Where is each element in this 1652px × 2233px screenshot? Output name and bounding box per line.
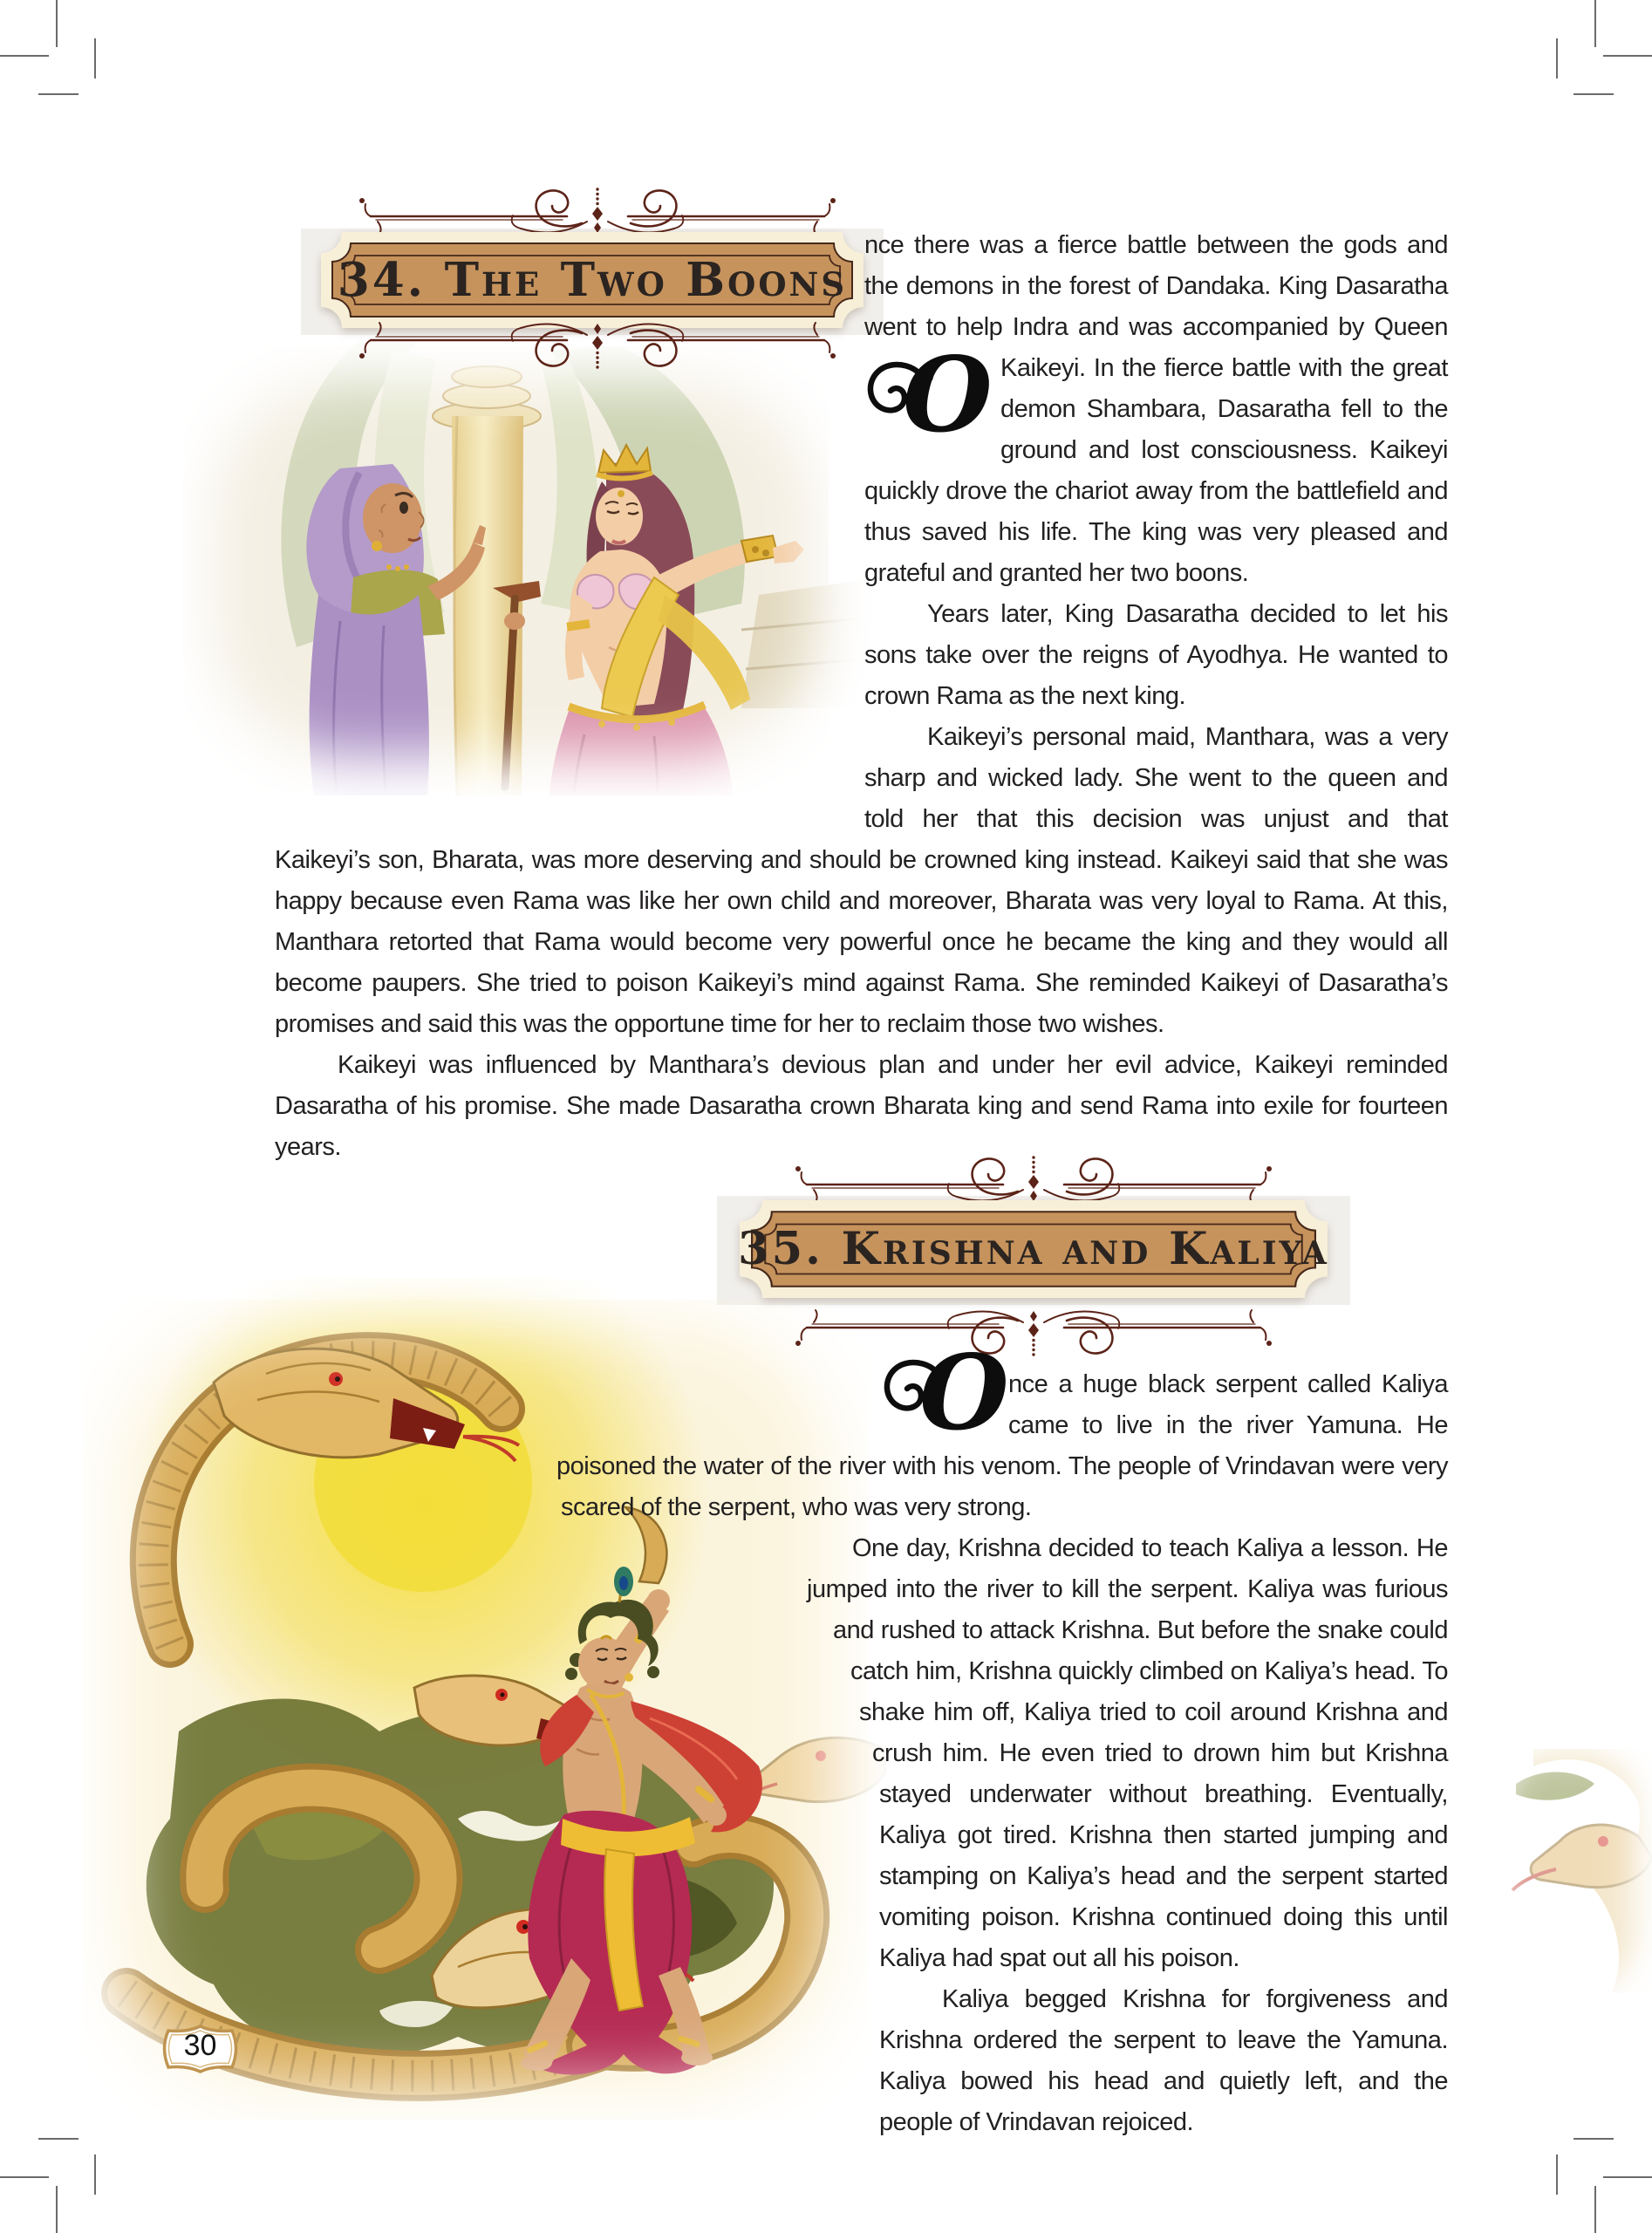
page-number: 30 bbox=[183, 2029, 217, 2062]
story34-title: 34. The Two Boons bbox=[337, 253, 848, 307]
drop-cap bbox=[881, 1332, 1009, 1453]
page-number-badge bbox=[159, 2024, 242, 2074]
crop-mark-top-right bbox=[1539, 0, 1652, 113]
story35-text bbox=[522, 1332, 1448, 2184]
text-wrap-spacer bbox=[275, 366, 864, 820]
drop-cap-letter: O bbox=[903, 334, 993, 455]
paragraph: One day, Krishna decided to teach Kaliya a lesson. He jumped into the river to kill the serpent. Kaliya was furious and rushed to attack Krishna. But before the snake could catch him, Krishna quickly climbed on Kaliya’s head. To shake him off, Kaliya tried to coil around Krishna and crush him. He even tried to drown him but Krishna stayed underwater without breathing. Eventually, Kaliya got tired. Krishna then started jumping and stamping on Kaliya’s head and the serpent started vomiting poison. Krishna continued doing this until Kaliya had spat out all his poison. bbox=[807, 1534, 1448, 1972]
flourish-ornament bbox=[789, 1308, 1278, 1359]
flourish-ornament bbox=[789, 1153, 1278, 1204]
paragraph-text: nce a huge black serpent called Kaliya came to live in the river Yamuna. He poisoned the water of the river with his venom. The people of Vrindavan were very scared of the serpent, who was very strong. bbox=[556, 1370, 1448, 1521]
story34-text bbox=[275, 225, 1448, 1168]
paragraph: Kaliya begged Krishna for forgiveness and Krishna ordered the serpent to leave the Yamuna. Kaliya bowed his head and quietly left, and the people of Vrindavan rejoiced. bbox=[879, 1985, 1448, 2136]
drop-cap bbox=[864, 334, 995, 455]
paragraph: Years later, King Dasaratha decided to let his sons take over the reigns of Ayodhya. He wanted to crown Rama as the next king. bbox=[864, 600, 1448, 710]
paragraph: Kaikeyi was influenced by Manthara’s devious plan and under her evil advice, Kaikeyi reminded Dasaratha of his promise. She made Dasaratha crown Bharata king and send Rama into exile for fourteen years. bbox=[275, 1051, 1448, 1161]
crop-mark-bottom-right bbox=[1539, 2120, 1652, 2233]
text-wrap-spacer bbox=[275, 225, 864, 366]
paragraph: Kaikeyi’s personal maid, Manthara, was a very sharp and wicked lady. She went to the queen and told her that this decision was unjust and that Kaikeyi’s son, Bharata, was more deserving and should be crowned king instead. Kaikeyi said that she was happy because even Rama was like her own child and moreover, Bharata was very loyal to Rama. At this, Manthara retorted that Rama would become very powerful once he became the king and they would all become paupers. She tried to poison Kaikeyi’s mind against Rama. She reminded Kaikeyi of Dasaratha’s promises and said this was the opportune time for her to reclaim those two wishes. bbox=[275, 723, 1448, 1038]
story35-title: 35. Krishna and Kaliya bbox=[738, 1223, 1329, 1275]
paragraph-text: nce there was a fierce battle between the gods and the demons in the forest of Dandaka. King Dasaratha went to help Indra and was accompanied by Queen Kaikeyi. In the fierce battle with the great demon Shambara, Dasaratha fell to the ground and lost consciousness. Kaikeyi quickly drove the chariot away from the battlefield and thus saved his life. The king was very pleased and grateful and granted her two boons. bbox=[864, 231, 1448, 587]
snake-fragment-illustration bbox=[1481, 1731, 1652, 2011]
drop-cap-letter: O bbox=[919, 1332, 1009, 1453]
crop-mark-top-left bbox=[0, 0, 113, 113]
